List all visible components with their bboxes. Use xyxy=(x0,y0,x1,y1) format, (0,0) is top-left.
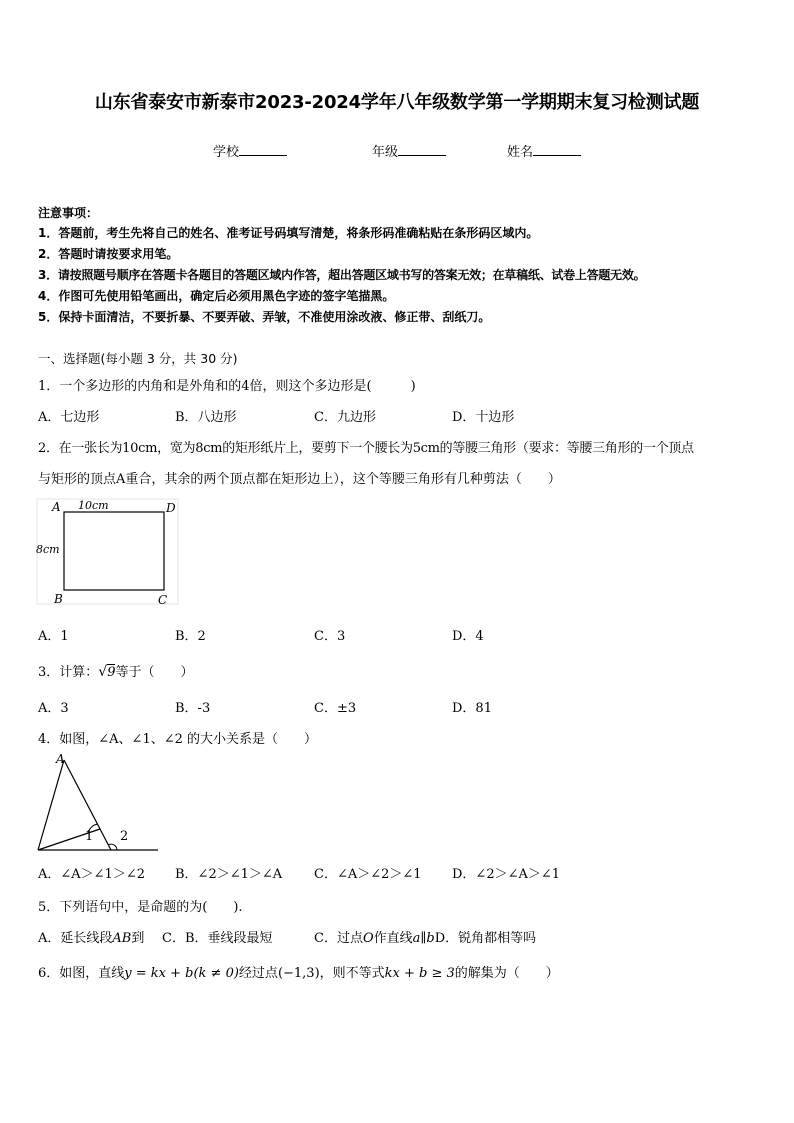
q2-option-c: C．3 xyxy=(314,629,346,644)
q5-optA-end: 到 xyxy=(131,931,145,946)
q4-option-b: B．∠2＞∠1＞∠A xyxy=(175,867,283,882)
label-length: 10cm xyxy=(78,499,109,512)
q5-option-c xyxy=(314,927,536,946)
grade-label: 年级 xyxy=(372,145,399,160)
q6-mid: 经过点 xyxy=(238,966,278,981)
note-item: 2．答题时请按要求用笔。 xyxy=(38,247,179,261)
name-blank xyxy=(533,143,581,156)
question-2-line1: 2．在一张长为10cm，宽为8cm的矩形纸片上，要剪下一个腰长为5cm的等腰三角形（要求：等腰三角形的一个顶点 xyxy=(38,441,694,456)
q4-option-d: D．∠2＞∠A＞∠1 xyxy=(452,867,561,882)
q5-option-d: D．锐角都相等吗 xyxy=(434,931,537,946)
grade-field xyxy=(372,141,446,160)
page-title: 山东省泰安市新泰市2023-2024学年八年级数学第一学期期末复习检测试题 xyxy=(94,92,700,113)
question-2-line2: 与矩形的顶点A重合，其余的两个顶点都在矩形边上），这个等腰三角形有几种剪法（ ） xyxy=(38,472,561,487)
note-item: 3．请按照题号顺序在答题卡各题目的答题区域内作答，超出答题区域书写的答案无效；在草稿纸、试卷上答题无效。 xyxy=(38,268,646,282)
q3-option-c: C．±3 xyxy=(314,701,357,716)
q5-optA-text: A．延长线段 xyxy=(38,931,113,946)
question-1: 1．一个多边形的内角和是外角和的4倍，则这个多边形是( ) xyxy=(38,379,416,394)
note-item: 5．保持卡面清洁，不要折暴、不要弄破、弄皱，不准使用涂改液、修正带、刮纸刀。 xyxy=(38,310,491,324)
rectangle-figure xyxy=(34,496,182,608)
q6-prefix: 6．如图，直线 xyxy=(38,966,125,981)
question-3 xyxy=(38,661,194,680)
school-field xyxy=(213,141,287,160)
rectangle-abcd xyxy=(64,512,164,590)
q6-suffix: 的解集为（ ） xyxy=(454,966,559,981)
q5-optA-var: AB xyxy=(112,931,132,946)
q5-optC-var1: O xyxy=(362,931,374,946)
label-c: C xyxy=(158,593,168,607)
q3-prefix: 3．计算： xyxy=(38,665,99,680)
triangle-figure xyxy=(34,750,160,854)
label-a: A xyxy=(52,500,61,514)
label-angle-2: 2 xyxy=(120,829,129,844)
q6-mid2: ，则不等式 xyxy=(319,966,385,981)
q1-option-d: D．十边形 xyxy=(452,410,515,425)
q1-option-a: A．七边形 xyxy=(38,410,100,425)
q5-option-a xyxy=(38,927,144,946)
q3-option-a: A．3 xyxy=(38,701,69,716)
q1-option-c: C．九边形 xyxy=(314,410,376,425)
q3-option-d: D．81 xyxy=(452,701,492,716)
side-ab xyxy=(38,760,64,850)
name-field xyxy=(507,141,581,160)
q6-ineq: kx + b ≥ 3 xyxy=(384,966,455,981)
label-b: B xyxy=(54,592,63,606)
q2-option-a: A．1 xyxy=(38,629,69,644)
q5-optC-mid: 作直线 xyxy=(373,931,413,946)
question-5: 5．下列语句中，是命题的为( ). xyxy=(38,900,243,915)
label-a: A xyxy=(56,752,65,766)
sqrt-sign: √ xyxy=(98,664,108,680)
school-label: 学校 xyxy=(213,145,240,160)
note-item: 1．答题前，考生先将自己的姓名、准考证号码填写清楚，将条形码准确粘贴在条形码区域内。 xyxy=(38,226,539,240)
name-label: 姓名 xyxy=(507,145,534,160)
label-width: 8cm xyxy=(36,543,60,556)
question-4: 4．如图，∠A、∠1、∠2 的大小关系是（ ） xyxy=(38,732,318,747)
q2-option-b: B．2 xyxy=(175,629,206,644)
q1-option-b: B．八边形 xyxy=(175,410,237,425)
q2-option-d: D．4 xyxy=(452,629,484,644)
q3-suffix: 等于（ ） xyxy=(115,665,194,680)
label-d: D xyxy=(166,501,176,515)
q4-option-c: C．∠A＞∠2＞∠1 xyxy=(314,867,422,882)
question-6 xyxy=(38,962,559,981)
section-heading: 一、选择题(每小题 3 分，共 30 分) xyxy=(38,351,238,366)
q5-optC-var2: a∥b xyxy=(412,931,435,946)
q3-radicand: 9 xyxy=(107,665,116,680)
q3-option-b: B．-3 xyxy=(175,701,211,716)
school-blank xyxy=(239,143,287,156)
note-item: 4．作图可先使用铅笔画出，确定后必须用黑色字迹的签字笔描黑。 xyxy=(38,289,395,303)
q6-point: (−1,3) xyxy=(277,966,320,981)
label-angle-1: 1 xyxy=(85,829,94,844)
q6-expr: y = kx + b(k ≠ 0) xyxy=(124,966,239,981)
grade-blank xyxy=(398,143,446,156)
q4-option-a: A．∠A＞∠1＞∠2 xyxy=(38,867,145,882)
q5-optC-text: C．过点 xyxy=(314,931,363,946)
notes-header: 注意事项： xyxy=(38,206,99,220)
q5-option-b: C．B．垂线段最短 xyxy=(162,931,273,946)
